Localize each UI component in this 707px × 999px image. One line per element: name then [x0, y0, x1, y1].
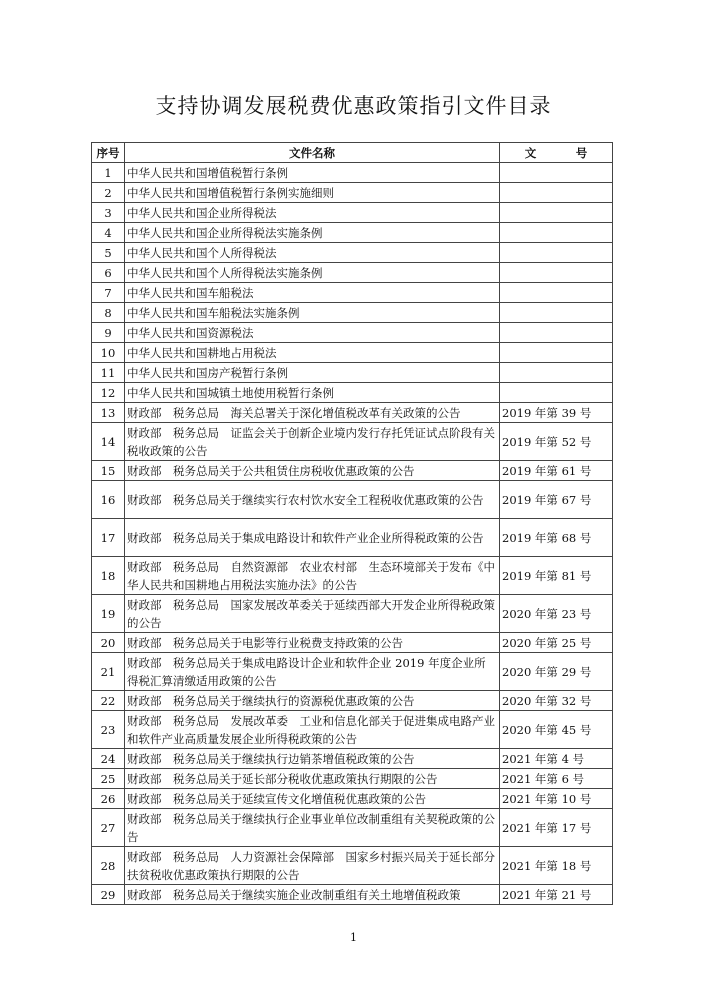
row-document-code: 2021 年第 10 号	[500, 789, 613, 809]
row-document-name: 财政部 税务总局关于继续执行边销茶增值税政策的公告	[125, 749, 500, 769]
table-row	[92, 847, 613, 885]
table-row	[92, 263, 613, 283]
row-document-code: 2021 年第 17 号	[500, 809, 613, 847]
row-number: 25	[92, 769, 125, 789]
row-document-name: 中华人民共和国资源税法	[125, 323, 500, 343]
row-document-code: 2019 年第 68 号	[500, 519, 613, 557]
row-document-name: 财政部 税务总局 国家发展改革委关于延续西部大开发企业所得税政策的公告	[125, 595, 500, 633]
table-row	[92, 163, 613, 183]
row-document-name: 中华人民共和国车船税法	[125, 283, 500, 303]
row-document-name: 财政部 税务总局关于公共租赁住房税收优惠政策的公告	[125, 461, 500, 481]
row-number: 17	[92, 519, 125, 557]
row-document-code: 2019 年第 67 号	[500, 481, 613, 519]
row-document-code	[500, 243, 613, 263]
row-document-name: 中华人民共和国增值税暂行条例	[125, 163, 500, 183]
table-header-row	[92, 143, 613, 163]
row-number: 4	[92, 223, 125, 243]
row-document-code	[500, 223, 613, 243]
row-document-name: 财政部 税务总局 自然资源部 农业农村部 生态环境部关于发布《中华人民共和国耕地占用税法实施办法》的公告	[125, 557, 500, 595]
table-row	[92, 323, 613, 343]
row-document-code: 2020 年第 45 号	[500, 711, 613, 749]
table-row	[92, 519, 613, 557]
row-document-name: 财政部 税务总局关于继续执行的资源税优惠政策的公告	[125, 691, 500, 711]
row-document-code: 2021 年第 4 号	[500, 749, 613, 769]
row-document-code	[500, 163, 613, 183]
row-number: 20	[92, 633, 125, 653]
row-number: 8	[92, 303, 125, 323]
row-document-code: 2020 年第 32 号	[500, 691, 613, 711]
row-document-code: 2021 年第 21 号	[500, 885, 613, 905]
row-number: 11	[92, 363, 125, 383]
document-title: 支持协调发展税费优惠政策指引文件目录	[155, 94, 552, 118]
row-document-code: 2019 年第 52 号	[500, 423, 613, 461]
row-document-name: 中华人民共和国企业所得税法实施条例	[125, 223, 500, 243]
table-row	[92, 343, 613, 363]
table-row	[92, 481, 613, 519]
row-number: 12	[92, 383, 125, 403]
row-number: 22	[92, 691, 125, 711]
row-document-code	[500, 383, 613, 403]
table-row	[92, 183, 613, 203]
table-row	[92, 809, 613, 847]
row-number: 1	[92, 163, 125, 183]
row-number: 26	[92, 789, 125, 809]
row-document-name: 财政部 税务总局关于继续实施企业改制重组有关土地增值税政策	[125, 885, 500, 905]
row-document-name: 财政部 税务总局关于继续执行企业事业单位改制重组有关契税政策的公告	[125, 809, 500, 847]
table-row	[92, 789, 613, 809]
table-row	[92, 403, 613, 423]
header-doc: 文 号	[500, 143, 613, 163]
row-document-code	[500, 283, 613, 303]
row-number: 24	[92, 749, 125, 769]
table-row	[92, 303, 613, 323]
table-row	[92, 423, 613, 461]
row-number: 3	[92, 203, 125, 223]
row-document-name: 财政部 税务总局关于延续宣传文化增值税优惠政策的公告	[125, 789, 500, 809]
row-document-name: 财政部 税务总局关于集成电路设计和软件产业企业所得税政策的公告	[125, 519, 500, 557]
row-document-name: 中华人民共和国企业所得税法	[125, 203, 500, 223]
table-row	[92, 885, 613, 905]
row-document-code: 2020 年第 23 号	[500, 595, 613, 633]
table-row	[92, 283, 613, 303]
table-row	[92, 243, 613, 263]
row-document-name: 中华人民共和国城镇土地使用税暂行条例	[125, 383, 500, 403]
row-number: 15	[92, 461, 125, 481]
table-row	[92, 711, 613, 749]
row-document-code: 2021 年第 6 号	[500, 769, 613, 789]
row-document-code	[500, 203, 613, 223]
table-row	[92, 769, 613, 789]
row-number: 13	[92, 403, 125, 423]
table-row	[92, 633, 613, 653]
row-number: 29	[92, 885, 125, 905]
row-number: 23	[92, 711, 125, 749]
row-number: 7	[92, 283, 125, 303]
row-document-code: 2020 年第 25 号	[500, 633, 613, 653]
row-document-name: 财政部 税务总局关于继续实行农村饮水安全工程税收优惠政策的公告	[125, 481, 500, 519]
row-document-code	[500, 343, 613, 363]
table-row	[92, 363, 613, 383]
row-document-name: 财政部 税务总局 证监会关于创新企业境内发行存托凭证试点阶段有关税收政策的公告	[125, 423, 500, 461]
row-document-code	[500, 183, 613, 203]
page-number: 1	[350, 931, 357, 944]
row-document-name: 中华人民共和国增值税暂行条例实施细则	[125, 183, 500, 203]
row-document-code: 2019 年第 61 号	[500, 461, 613, 481]
row-document-code: 2019 年第 39 号	[500, 403, 613, 423]
row-document-name: 中华人民共和国耕地占用税法	[125, 343, 500, 363]
row-document-name: 中华人民共和国个人所得税法	[125, 243, 500, 263]
row-document-name: 财政部 税务总局 发展改革委 工业和信息化部关于促进集成电路产业和软件产业高质量发展企业所得税政策的公告	[125, 711, 500, 749]
row-document-code	[500, 263, 613, 283]
table-body	[92, 163, 613, 905]
row-document-name: 中华人民共和国个人所得税法实施条例	[125, 263, 500, 283]
row-number: 19	[92, 595, 125, 633]
row-document-code: 2019 年第 81 号	[500, 557, 613, 595]
table-row	[92, 223, 613, 243]
row-document-code	[500, 323, 613, 343]
header-name: 文件名称	[125, 143, 500, 163]
row-document-code	[500, 363, 613, 383]
table-row	[92, 557, 613, 595]
row-number: 16	[92, 481, 125, 519]
row-document-name: 财政部 税务总局 海关总署关于深化增值税改革有关政策的公告	[125, 403, 500, 423]
row-number: 28	[92, 847, 125, 885]
row-document-code: 2020 年第 29 号	[500, 653, 613, 691]
table-row	[92, 749, 613, 769]
header-no: 序号	[92, 143, 125, 163]
row-number: 18	[92, 557, 125, 595]
row-document-name: 财政部 税务总局关于集成电路设计企业和软件企业 2019 年度企业所得税汇算清缴适用政策的公告	[125, 653, 500, 691]
row-document-code	[500, 303, 613, 323]
row-document-name: 财政部 税务总局关于延长部分税收优惠政策执行期限的公告	[125, 769, 500, 789]
row-number: 5	[92, 243, 125, 263]
row-number: 9	[92, 323, 125, 343]
row-number: 6	[92, 263, 125, 283]
table-row	[92, 203, 613, 223]
table-row	[92, 691, 613, 711]
catalog-table	[91, 142, 613, 905]
row-number: 21	[92, 653, 125, 691]
row-document-name: 中华人民共和国房产税暂行条例	[125, 363, 500, 383]
row-document-code: 2021 年第 18 号	[500, 847, 613, 885]
table-row	[92, 383, 613, 403]
row-number: 10	[92, 343, 125, 363]
row-number: 2	[92, 183, 125, 203]
row-number: 14	[92, 423, 125, 461]
row-document-name: 财政部 税务总局 人力资源社会保障部 国家乡村振兴局关于延长部分扶贫税收优惠政策执行期限的公告	[125, 847, 500, 885]
table-row	[92, 595, 613, 633]
row-number: 27	[92, 809, 125, 847]
row-document-name: 中华人民共和国车船税法实施条例	[125, 303, 500, 323]
table-row	[92, 653, 613, 691]
table-row	[92, 461, 613, 481]
row-document-name: 财政部 税务总局关于电影等行业税费支持政策的公告	[125, 633, 500, 653]
